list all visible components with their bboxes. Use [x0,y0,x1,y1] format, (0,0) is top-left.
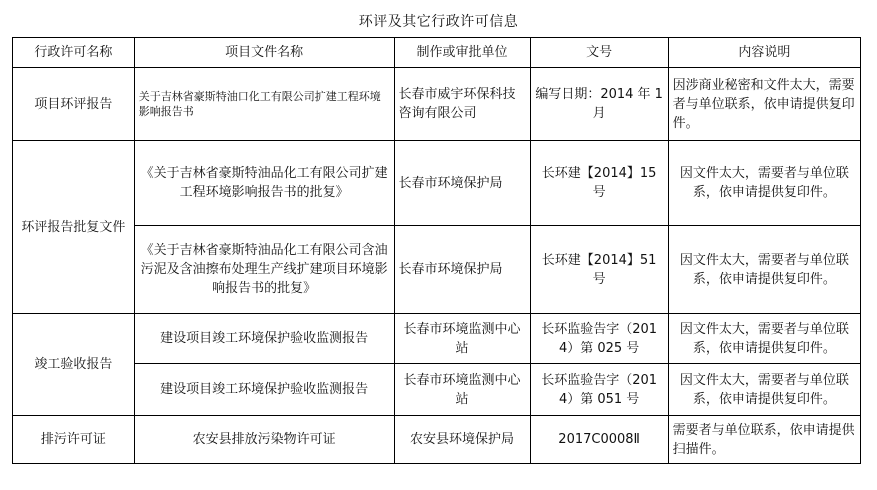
issuing-unit: 长春市威宇环保科技咨询有限公司 [394,68,530,141]
issuing-unit: 长春市环境监测中心站 [394,364,530,416]
file-name: 农安县排放污染物许可证 [134,416,394,464]
table-row [13,141,861,226]
document-number: 长环建【2014】51 号 [530,226,668,314]
content-note: 因文件太大，需要者与单位联系，依申请提供复印件。 [668,141,860,226]
content-note: 因文件太大，需要者与单位联系，依申请提供复印件。 [668,364,860,416]
content-note: 因文件太大，需要者与单位联系，依申请提供复印件。 [668,226,860,314]
content-note: 因文件太大，需要者与单位联系，依申请提供复印件。 [668,314,860,364]
permit-category: 项目环评报告 [13,68,135,141]
file-name: 关于吉林省豪斯特油口化工有限公司扩建工程环境影响报告书 [134,68,394,141]
document-number: 长环监验告字（2014）第 025 号 [530,314,668,364]
table-row [13,416,861,464]
issuing-unit: 长春市环境保护局 [394,141,530,226]
column-header: 项目文件名称 [134,38,394,68]
permit-table [12,37,861,464]
table-row [13,314,861,364]
column-header: 行政许可名称 [13,38,135,68]
permit-category: 环评报告批复文件 [13,141,135,314]
issuing-unit: 长春市环境监测中心站 [394,314,530,364]
file-name: 建设项目竣工环境保护验收监测报告 [134,364,394,416]
table-row [13,68,861,141]
document-number: 长环建【2014】15 号 [530,141,668,226]
content-note: 需要者与单位联系，依申请提供扫描件。 [668,416,860,464]
page-title: 环评及其它行政许可信息 [358,14,519,30]
issuing-unit: 农安县环境保护局 [394,416,530,464]
table-row [13,226,861,314]
permit-category: 竣工验收报告 [13,314,135,416]
document-number: 长环监验告字（2014）第 051 号 [530,364,668,416]
column-header: 文号 [530,38,668,68]
table-header-row [13,38,861,68]
document-number: 编写日期：2014 年 1 月 [530,68,668,141]
file-name: 《关于吉林省豪斯特油品化工有限公司含油污泥及含油擦布处理生产线扩建项目环境影响报告书的批复》 [134,226,394,314]
issuing-unit: 长春市环境保护局 [394,226,530,314]
file-name: 建设项目竣工环境保护验收监测报告 [134,314,394,364]
file-name: 《关于吉林省豪斯特油品化工有限公司扩建工程环境影响报告书的批复》 [134,141,394,226]
document-number: 2017C0008Ⅱ [530,416,668,464]
content-note: 因涉商业秘密和文件太大，需要者与单位联系，依申请提供复印件。 [668,68,860,141]
permit-category: 排污许可证 [13,416,135,464]
column-header: 制作或审批单位 [394,38,530,68]
table-row [13,364,861,416]
column-header: 内容说明 [668,38,860,68]
